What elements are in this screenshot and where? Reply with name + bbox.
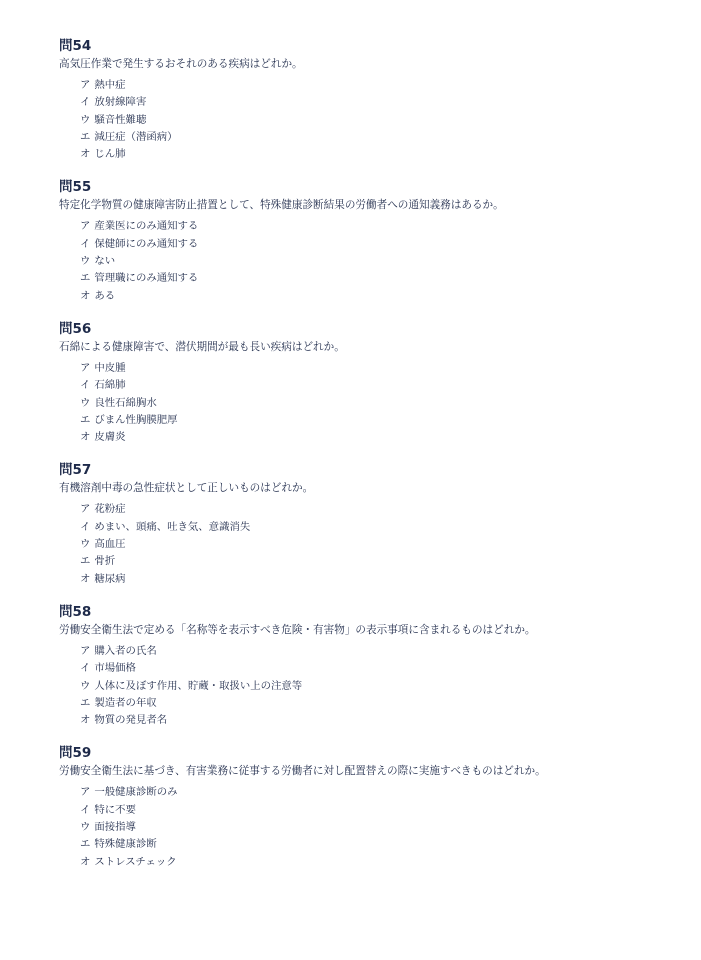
option-e[interactable] [80,553,681,570]
option-label: オ [80,289,91,302]
option-text: 人体に及ぼす作用、貯蔵・取扱い上の注意等 [94,679,303,692]
option-label: ア [80,79,91,91]
option-o[interactable] [80,429,681,446]
question-number: 問58 [59,603,92,620]
option-o[interactable] [80,288,681,305]
question-55 [59,179,681,304]
option-i[interactable] [80,660,681,677]
option-list [59,501,681,587]
option-label: オ [80,572,91,585]
option-label: エ [80,838,91,851]
option-label: ウ [80,396,91,409]
option-text: ない [94,255,116,268]
question-59 [59,745,681,870]
option-text: じん肺 [94,148,126,161]
option-text: 減圧症（潜函病） [94,130,178,143]
option-a[interactable] [80,501,681,518]
question-58 [59,604,681,729]
option-list [59,643,681,729]
option-list [59,784,681,870]
option-label: オ [80,855,91,868]
question-54 [59,38,681,163]
option-label: ウ [80,538,91,551]
option-text: 良性石綿胸水 [94,396,157,409]
option-u[interactable] [80,536,681,553]
question-text: 石綿による健康障害で、潜伏期間が最も長い疾病はどれか。 [59,340,345,353]
option-text: びまん性胸膜肥厚 [94,413,178,426]
option-u[interactable] [80,819,681,836]
option-e[interactable] [80,836,681,853]
option-label: エ [80,696,91,709]
option-text: 特殊健康診断 [94,838,157,851]
option-text: 花粉症 [94,503,126,516]
option-a[interactable] [80,784,681,801]
option-text: 糖尿病 [94,572,126,585]
option-text: 熱中症 [94,79,126,91]
option-label: エ [80,130,91,143]
option-label: イ [80,662,91,675]
option-label: イ [80,803,91,816]
question-number: 問59 [59,745,92,762]
option-label: イ [80,237,91,250]
question-number: 問56 [59,320,92,337]
option-text: めまい、頭痛、吐き気、意識消失 [94,520,251,533]
option-label: エ [80,272,91,285]
option-label: イ [80,520,91,533]
option-u[interactable] [80,253,681,270]
option-label: オ [80,148,91,161]
question-text: 高気圧作業で発生するおそれのある疾病はどれか。 [59,58,303,70]
option-text: 保健師にのみ通知する [94,237,199,250]
option-text: 市場価格 [94,662,136,675]
question-number: 問57 [59,462,92,479]
question-number: 問55 [59,179,92,196]
option-text: 石綿肺 [94,379,126,392]
option-list [59,77,681,163]
option-text: 骨折 [94,555,116,568]
option-list [59,360,681,446]
option-o[interactable] [80,854,681,871]
option-label: ウ [80,113,91,126]
option-label: ウ [80,821,91,834]
question-text: 特定化学物質の健康障害防止措置として、特殊健康診断結果の労働者への通知義務はあるか。 [59,199,504,212]
option-i[interactable] [80,519,681,536]
option-o[interactable] [80,146,681,163]
option-label: オ [80,431,91,444]
option-i[interactable] [80,236,681,253]
option-a[interactable] [80,77,681,94]
option-label: ウ [80,255,91,268]
option-o[interactable] [80,712,681,729]
option-e[interactable] [80,129,681,146]
option-i[interactable] [80,377,681,394]
option-label: ア [80,220,91,233]
option-label: ア [80,644,91,657]
option-label: ウ [80,679,91,692]
option-text: 産業医にのみ通知する [94,220,199,233]
option-i[interactable] [80,802,681,819]
option-e[interactable] [80,270,681,287]
option-label: ア [80,361,91,374]
option-list [59,218,681,304]
option-u[interactable] [80,678,681,695]
option-text: 一般健康診断のみ [94,786,178,799]
option-text: 高血圧 [94,538,126,551]
question-text: 有機溶剤中毒の急性症状として正しいものはどれか。 [59,482,314,495]
question-text: 労働安全衛生法で定める「名称等を表示すべき危険・有害物」の表示事項に含まれるものはどれか。 [59,623,536,636]
question-56 [59,321,681,446]
option-text: 騒音性難聴 [94,113,147,126]
question-sheet [59,38,681,887]
question-text: 労働安全衛生法に基づき、有害業務に従事する労働者に対し配置替えの際に実施すべきものはどれか。 [59,765,546,778]
option-text: 物質の発見者名 [94,714,168,727]
option-e[interactable] [80,695,681,712]
option-label: イ [80,379,91,392]
option-text: 製造者の年収 [94,696,157,709]
option-label: ア [80,503,91,516]
option-text: 面接指導 [94,821,136,834]
option-a[interactable] [80,360,681,377]
option-text: 放射線障害 [94,96,147,109]
option-text: 皮膚炎 [94,431,126,444]
option-text: 特に不要 [94,803,136,816]
question-57 [59,462,681,587]
option-label: オ [80,714,91,727]
option-text: 購入者の氏名 [94,644,157,657]
option-text: ある [94,289,116,302]
option-label: エ [80,555,91,568]
option-label: ア [80,786,91,799]
option-text: 中皮腫 [94,361,126,374]
option-a[interactable] [80,643,681,660]
option-e[interactable] [80,412,681,429]
option-label: エ [80,413,91,426]
option-u[interactable] [80,112,681,129]
option-u[interactable] [80,395,681,412]
option-a[interactable] [80,218,681,235]
option-o[interactable] [80,571,681,588]
option-label: イ [80,96,91,109]
option-text: ストレスチェック [94,855,177,868]
option-i[interactable] [80,94,681,111]
question-number: 問54 [59,38,92,54]
option-text: 管理職にのみ通知する [94,272,199,285]
